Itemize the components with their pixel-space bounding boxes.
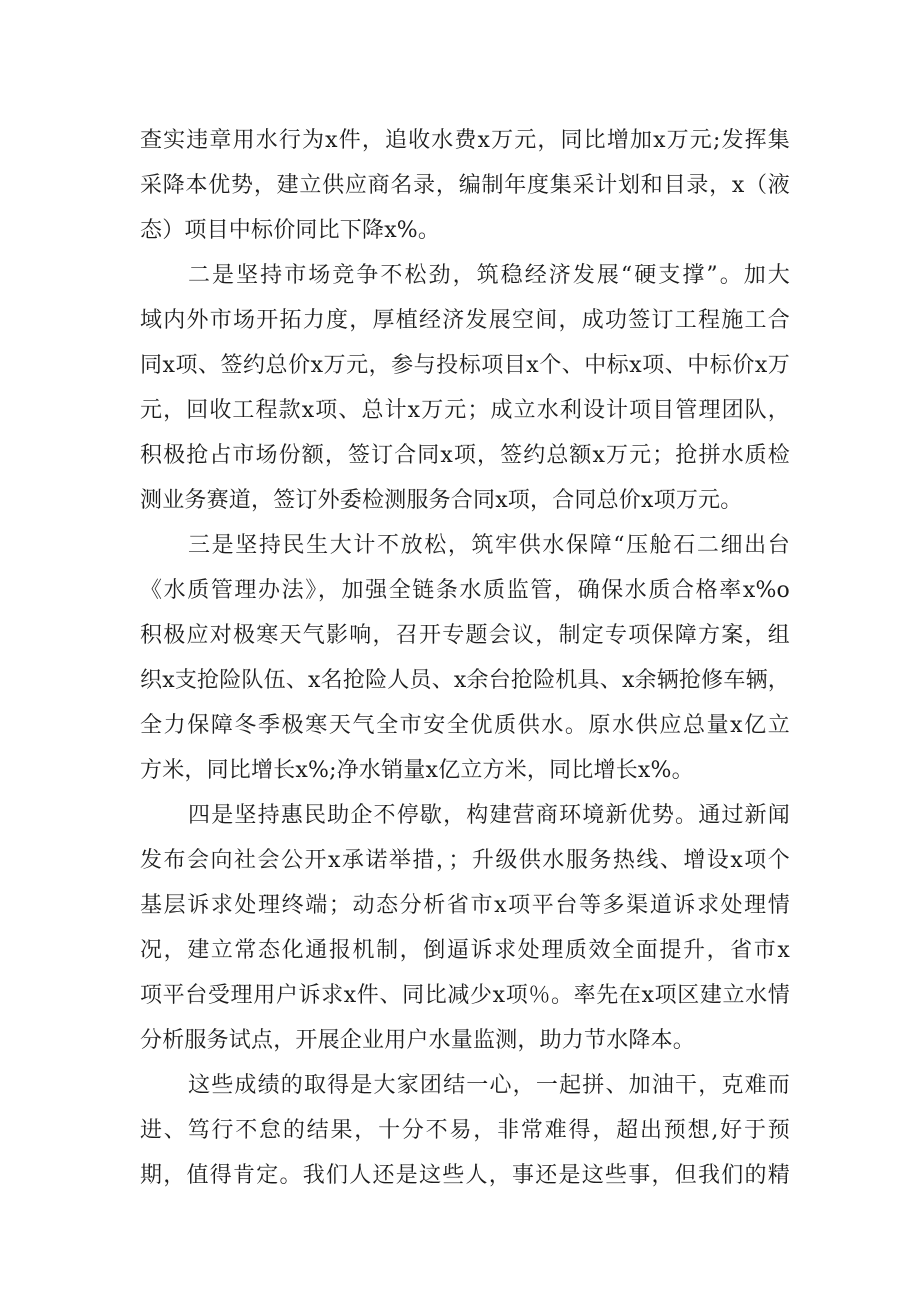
text-line: 二是坚持市场竞争不松劲，筑稳经济发展“硬支撑”。加大 — [188, 263, 790, 288]
text-line: 进、笃行不怠的结果，十分不易，非常难得，超出预想,好于预 — [140, 1118, 790, 1143]
text-line: 测业务赛道，签订外委检测服务合同x项，合同总价x项万元。 — [140, 488, 743, 513]
text-line: 采降本优势，建立供应商名录，编制年度集采计划和目录，x（液 — [140, 173, 790, 198]
text-line: 分析服务试点，开展企业用户水量监测，助力节水降本。 — [140, 1028, 696, 1053]
text-line: 三是坚持民生大计不放松，筑牢供水保障“压舱石二细出台 — [188, 533, 790, 558]
text-line: 域内外市场开拓力度，厚植经济发展空间，成功签订工程施工合 — [140, 308, 790, 333]
text-line: 况，建立常态化通报机制，倒逼诉求处理质效全面提升，省市x — [140, 938, 790, 963]
text-line: 查实违章用水行为x件，追收水费x万元，同比增加x万元;发挥集 — [140, 128, 790, 153]
text-line: 期，值得肯定。我们人还是这些人，事还是这些事，但我们的精 — [140, 1163, 790, 1188]
text-line: 发布会向社会公开x承诺举措，；升级供水服务热线、增设x项个 — [140, 848, 790, 873]
text-line: 织x支抢险队伍、x名抢险人员、x余台抢险机具、x余辆抢修车辆， — [140, 668, 790, 693]
text-line: 这些成绩的取得是大家团结一心，一起拼、加油干，克难而 — [188, 1073, 790, 1098]
paragraph-achievements — [140, 1063, 790, 1198]
text-line: 项平台受理用户诉求x件、同比减少x项％。率先在x项区建立水情 — [140, 983, 790, 1008]
text-line: 态）项目中标价同比下降x%。 — [140, 218, 441, 243]
text-line: 基层诉求处理终端；动态分析省市x项平台等多渠道诉求处理情 — [140, 893, 790, 918]
paragraph-market-competition — [140, 253, 790, 523]
text-line: 积极应对极寒天气影响，召开专题会议，制定专项保障方案，组 — [140, 623, 790, 648]
text-line: 《水质管理办法》，加强全链条水质监管，确保水质合格率x%o — [140, 578, 790, 603]
text-line: 积极抢占市场份额，签订合同x项，签约总额x万元；抢拼水质检 — [140, 443, 790, 468]
paragraph-water-supply — [140, 523, 790, 793]
text-line: 同x项、签约总价x万元，参与投标项目x个、中标x项、中标价x万 — [140, 353, 790, 378]
paragraph-business-environment — [140, 793, 790, 1063]
text-line: 四是坚持惠民助企不停歇，构建营商环境新优势。通过新闻 — [188, 803, 790, 828]
paragraph-continuation — [140, 118, 790, 253]
document-body — [140, 118, 790, 1198]
text-line: 方米，同比增长x%;净水销量x亿立方米，同比增长x%。 — [140, 758, 694, 783]
text-line: 全力保障冬季极寒天气全市安全优质供水。原水供应总量x亿立 — [140, 713, 790, 738]
text-line: 元，回收工程款x项、总计x万元；成立水利设计项目管理团队， — [140, 398, 790, 423]
